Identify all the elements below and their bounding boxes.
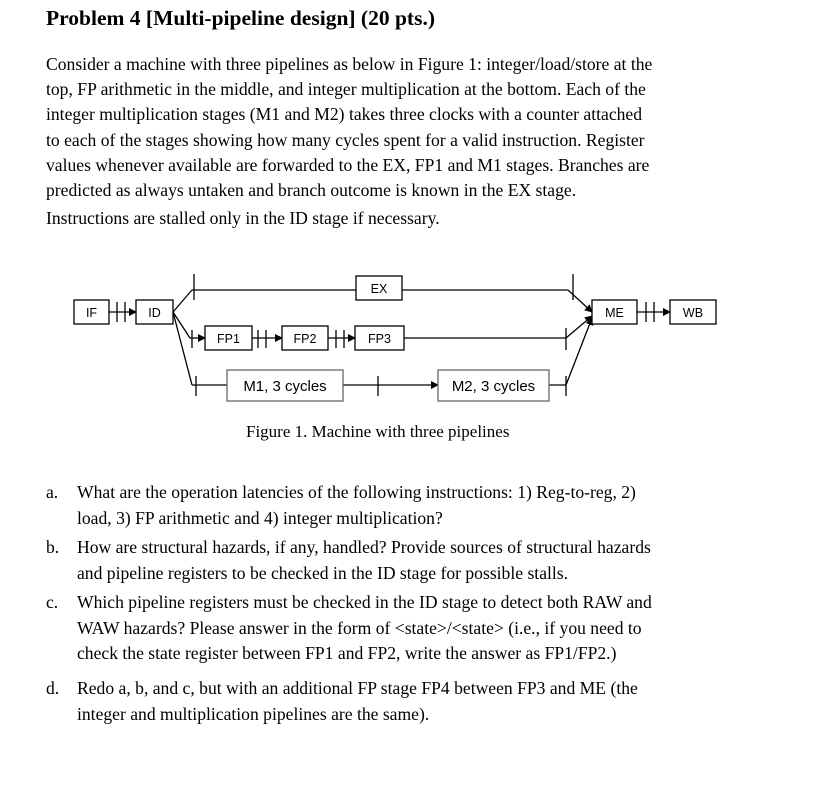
question-line: integer and multiplication pipelines are the same).: [77, 703, 430, 724]
question-label: b.: [46, 537, 60, 557]
stage-fp2-label: FP2: [293, 332, 317, 346]
question-b: [46, 535, 746, 586]
figure-caption: Figure 1. Machine with three pipelines: [246, 422, 510, 441]
question-label: a.: [46, 482, 59, 502]
question-line: Redo a, b, and c, but with an additional FP stage FP4 between FP3 and ME (the: [77, 678, 638, 698]
question-line: How are structural hazards, if any, handled? Provide sources of structural hazards: [77, 537, 651, 557]
question-line: WAW hazards? Please answer in the form of <state>/<state> (i.e., if you need to: [77, 617, 642, 638]
question-a: [46, 480, 746, 531]
stage-if-label: IF: [85, 306, 98, 320]
stage-id-label: ID: [148, 306, 161, 320]
intro-line: predicted as always untaken and branch outcome is known in the EX stage.: [46, 180, 577, 201]
intro-line: Consider a machine with three pipelines as below in Figure 1: integer/load/store at the: [46, 54, 653, 74]
intro-line: Instructions are stalled only in the ID stage if necessary.: [46, 208, 440, 229]
question-c: [46, 590, 746, 667]
question-line: check the state register between FP1 and FP2, write the answer as FP1/FP2.): [77, 643, 617, 663]
intro-line: values whenever available are forwarded to the EX, FP1 and M1 stages. Branches are: [46, 154, 650, 175]
stage-ex-label: EX: [370, 282, 388, 296]
question-label: c.: [46, 592, 59, 612]
stage-fp3-label: FP3: [368, 332, 391, 346]
question-d: [46, 676, 746, 727]
intro-line: top, FP arithmetic in the middle, and integer multiplication at the bottom. Each of the: [46, 79, 646, 100]
stage-m1-label: M1, 3 cycles: [243, 378, 327, 395]
intro-line: integer multiplication stages (M1 and M2) takes three clocks with a counter attached: [46, 104, 643, 125]
stage-wb-label: WB: [682, 306, 704, 320]
question-line: Which pipeline registers must be checked in the ID stage to detect both RAW and: [77, 592, 652, 612]
intro-paragraph: [46, 52, 746, 231]
intro-line: to each of the stages showing how many cycles spent for a valid instruction. Register: [46, 129, 645, 150]
question-line: What are the operation latencies of the following instructions: 1) Reg-to-reg, 2): [77, 482, 636, 502]
question-line: load, 3) FP arithmetic and 4) integer multiplication?: [77, 507, 443, 528]
question-label: d.: [46, 678, 60, 698]
problem-title: Problem 4 [Multi-pipeline design] (20 pts.): [46, 6, 435, 30]
pipeline-diagram: [0, 260, 840, 420]
stage-m2-label: M2, 3 cycles: [451, 378, 536, 395]
question-line: and pipeline registers to be checked in the ID stage for possible stalls.: [77, 562, 569, 583]
stage-fp1-label: FP1: [217, 332, 240, 346]
stage-me-label: ME: [605, 306, 624, 320]
